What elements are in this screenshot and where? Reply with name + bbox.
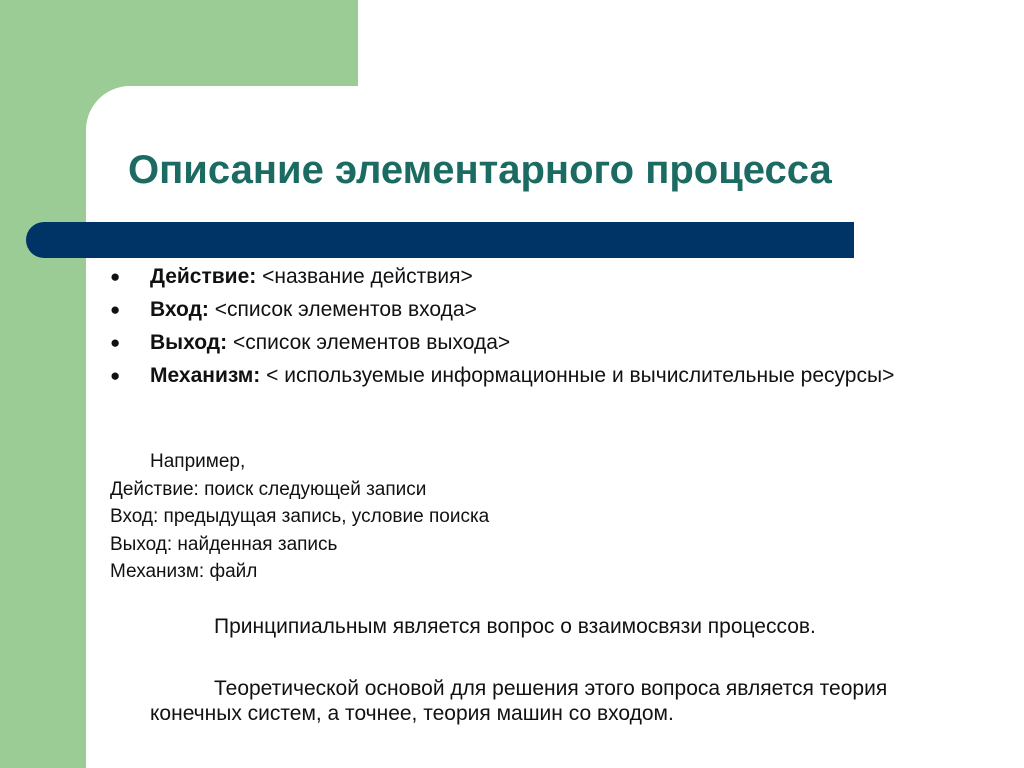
example-block: [110, 448, 489, 586]
slide-title: Описание элементарного процесса: [128, 148, 832, 192]
bullet-text: [150, 265, 970, 289]
bullet-item-mechanism: [110, 364, 970, 388]
bullet-text: [150, 364, 970, 388]
bullet-dot-icon: ●: [110, 300, 121, 319]
bullet-text: [150, 298, 970, 322]
bullet-description: < используемые информационные и вычислительные ресурсы>: [260, 364, 895, 387]
title-underline-bar: [26, 222, 854, 258]
example-line-action: Действие: поиск следующей записи: [110, 478, 427, 500]
bullet-text: [150, 331, 970, 355]
example-line-mechanism: Механизм: файл: [110, 561, 258, 582]
bullet-term: Вход:: [150, 298, 209, 321]
bullet-item-output: [110, 331, 970, 355]
bullet-dot-icon: ●: [110, 267, 121, 286]
note-indent: [150, 615, 214, 638]
bullet-dot-icon: ●: [110, 366, 121, 385]
note-text: Принципиальным является вопрос о взаимосвязи процессов.: [214, 615, 816, 638]
bullet-list: [110, 265, 970, 397]
bullet-term: Действие:: [150, 265, 257, 288]
bullet-dot-icon: ●: [110, 333, 121, 352]
note-indent: [150, 677, 214, 700]
note-theory: [150, 676, 970, 726]
example-line-output: Выход: найденная запись: [110, 533, 338, 555]
example-line-input: Вход: предыдущая запись, условие поиска: [110, 506, 490, 527]
bullet-description: <список элементов входа>: [208, 298, 477, 321]
bullet-term: Механизм:: [150, 364, 261, 387]
note-principal: [150, 614, 970, 639]
bullet-item-input: [110, 298, 970, 322]
note-text: Теоретической основой для решения этого вопроса является теория конечных систем, а точнее, теория машин со входом.: [150, 677, 888, 725]
bullet-term: Выход:: [150, 331, 228, 354]
bullet-description: <список элементов выхода>: [227, 331, 511, 354]
bullet-item-action: [110, 265, 970, 289]
example-lead: Например,: [150, 451, 246, 472]
bullet-description: <название действия>: [256, 265, 473, 288]
